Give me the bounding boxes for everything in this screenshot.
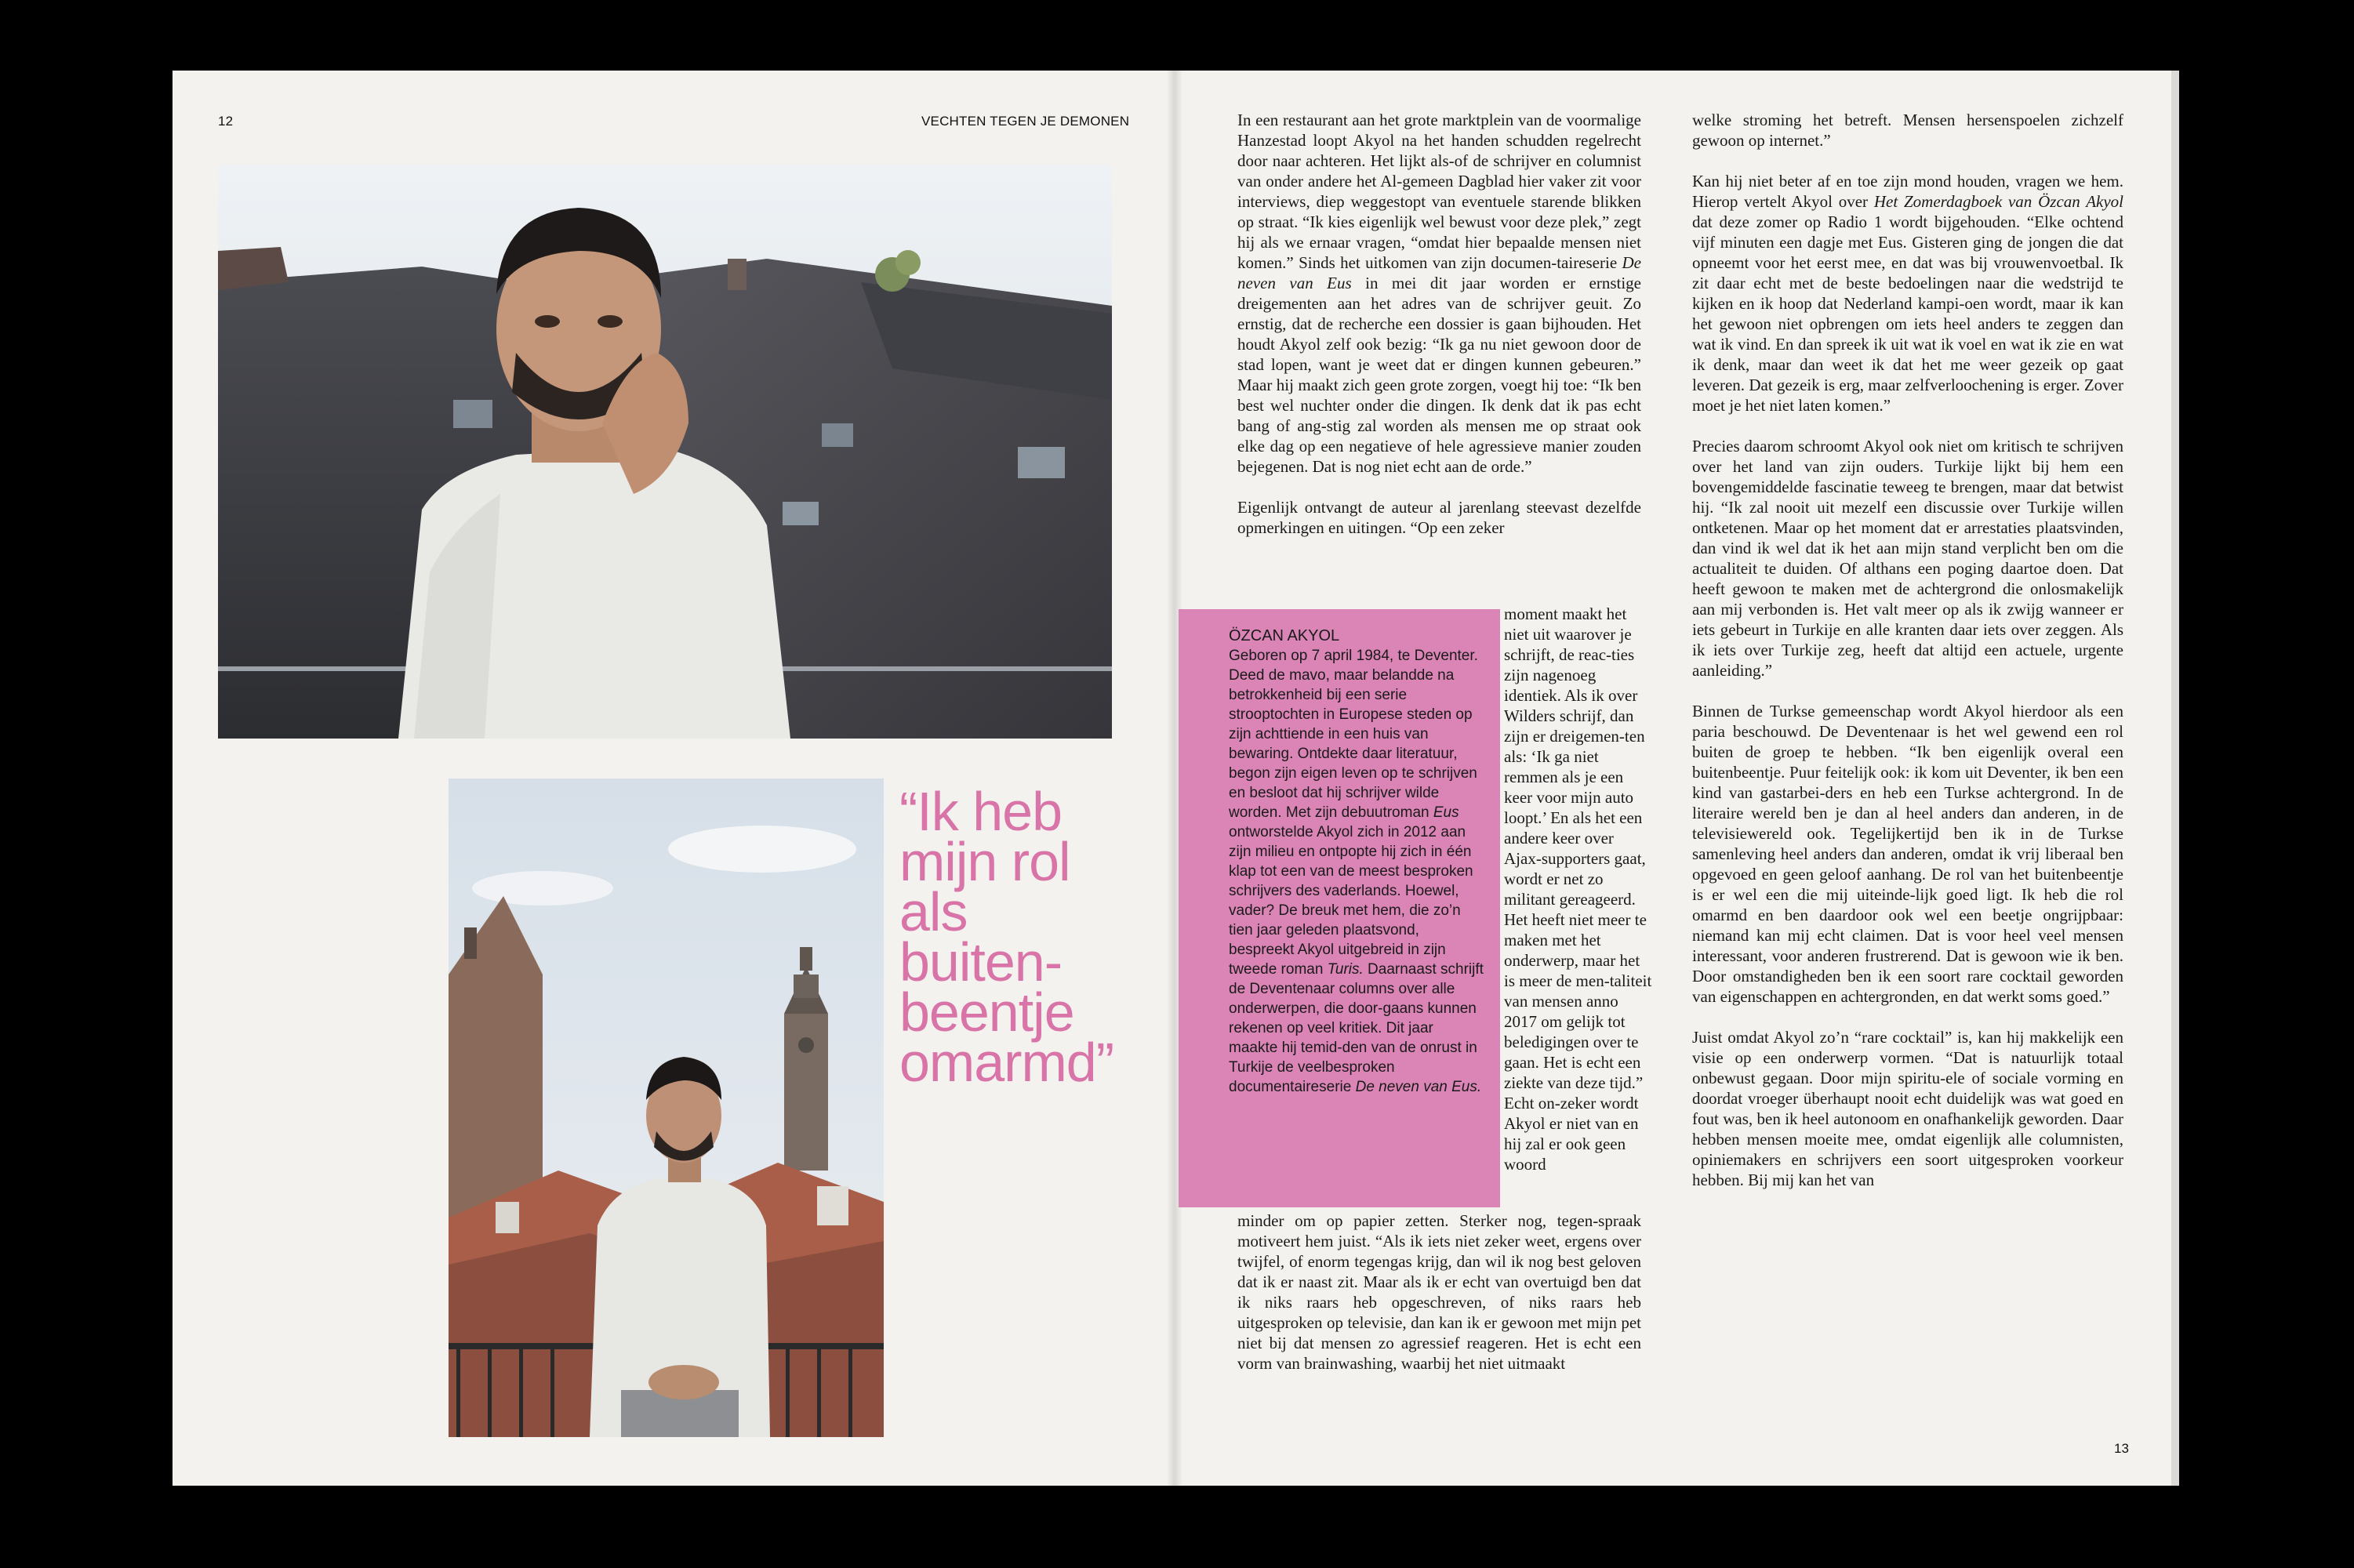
article-column-1-narrow [1504, 604, 1653, 1174]
article-italic-title: De neven van Eus [1237, 253, 1641, 292]
article-column-1 [1237, 110, 1641, 538]
article-paragraph: Precies daarom schroomt Akyol ook niet om kritisch te schrijven over het land van zijn ouders. Turkije lijkt bij hem een bovengemiddelde fascinatie teweeg te brengen, maar dat betwist hij. “Ik zal nooit uit mezelf een discussie over Turkije willen ontketenen. Maar op het moment dat er arrestaties plaatsvinden, dan vind ik wel dat ik het aan mijn stand verplicht ben om die actualiteit te duiden. Of althans een poging daartoe doen. Dat heeft gewoon te maken met de achtergrond die onlosmakelijk aan mij verbonden is. Het valt meer op als ik zwijg wanneer er iets gebeurt in Turkije en alle kranten daar iets over zeggen. Als ik iets over Turkije zeg, heeft dat altijd een actuele, urgente aanleiding.” [1692, 437, 2123, 680]
article-column-1-bottom [1237, 1210, 1641, 1374]
bio-text-part: Daarnaast schrijft de Deventenaar columns over alle onderwerpen, die door-gaans kunnen rekenen op veel kritiek. Dit jaar maakte hij temid-den van de onrust in Turkije de veelbesproken documentaireserie [1229, 961, 1484, 1095]
page-number-right: 13 [2114, 1441, 2129, 1456]
article-column-2 [1692, 110, 2123, 1190]
bio-text [1229, 646, 1486, 1097]
bio-book-title: Turis. [1327, 961, 1364, 978]
page-number-left: 12 [218, 114, 234, 129]
article-paragraph: Eigenlijk ontvangt de auteur al jarenlang steevast dezelfde opmerkingen en uitingen. “Op een zeker [1237, 498, 1641, 537]
article-italic-title: Het Zomerdagboek van Özcan Akyol [1873, 192, 2123, 211]
article-text: in mei dit jaar worden er ernstige dreigementen aan het adres van de schrijver geuit. Zo ernstig, dat de recherche een dossier is gaan bijhouden. Het houdt Akyol zelf ook bezig: “Ik ga nu niet gewoon door de stad lopen, want je weet dat er dingen kunnen gebeuren.” Maar hij maakt zich geen grote zorgen, voegt hij toe: “Ik ben best wel nuchter onder die dingen. Ik denk dat ik pas echt bang of ang-stig zal worden als mensen me op straat ook elke dag op een negatieve of hele agressieve manier zouden bejegenen. Dat is nog niet echt aan de orde.” [1237, 274, 1641, 476]
article-paragraph [1692, 171, 2123, 416]
portrait-photo-church-tower [449, 779, 884, 1437]
article-paragraph: Juist omdat Akyol zo’n “rare cocktail” is, kan hij makkelijk een visie op een onderwerp vormen. “Dat is natuurlijk totaal onbewust gegaan. Door mijn spiritu-ele of sociale vorming en doordat vroeger überhaupt nooit echt duidelijk was wat goed en fout was, ben ik heel autonoom en onafhankelijk geworden. Daar hebben mensen moeite mee, omdat eigenlijk alle columnisten, opiniemakers en schrijvers een soort uitgesproken voorkeur hebben. Bij mij kan het van [1692, 1028, 2123, 1189]
article-paragraph: moment maakt het niet uit waarover je schrijft, de reac-ties zijn nagenoeg identiek. Als ik over Wilders schrijf, dan zijn er dreigemen-ten als: ‘Ik ga niet remmen als je een keer voor mijn auto loopt.’ En als het een andere keer over Ajax-supporters gaat, wordt er net zo militant gereageerd. Het heeft niet meer te maken met het onderwerp, maar het is meer de men-taliteit van mensen anno 2017 om gelijk tot beledigingen over te gaan. Het is echt een ziekte van deze tijd.” Echt on-zeker wordt Akyol er niet van en hij zal er ook geen woord [1504, 604, 1652, 1174]
article-paragraph: Binnen de Turkse gemeenschap wordt Akyol hierdoor als een paria beschouwd. De Deventenaar is het wel gewend een rol buiten de groep te hebben. “Ik ben eigenlijk overal een buitenbeentje. Puur feitelijk ook: ik kom uit Deventer, ik ben een kind van gastarbei-ders en heb een Turkse achtergrond. In de literaire wereld ben je dan al heel anders dan anderen, in de televisiewereld ook. Tegelijkertijd ben ik in de Turkse samenleving heel anders dan anderen, omdat ik vrij liberaal ben opgevoed en geen geloof aanhang. De rol van het buitenbeentje is er wel een die mij uiteinde-lijk goed ligt. Ik heb die rol omarmd en ben daardoor ook wel een beetje ongrijpbaar: niemand kan mij echt claimen. Dat is voor heel veel mensen interessant, voor anderen frustrerend. Dat is gewoon wie ik ben. Door omstandigheden ben ik een soort rare cocktail geworden van eigenschappen en achtergronden, en dat werkt soms goed.” [1692, 702, 2123, 1006]
bio-sidebar [1179, 609, 1500, 1207]
article-paragraph [1237, 110, 1641, 477]
article-paragraph: minder om op papier zetten. Sterker nog, tegen-spraak motiveert hem juist. “Als ik iets niet zeker weet, ergens over twijfel, of enorm tegengas krijg, dan wil ik nog best geloven dat ik er naast zit. Maar als ik er echt van overtuigd ben dat ik niks raars heb opgeschreven, of niks raars heb uitgesproken op televisie, dan kan ik er gewoon met mijn pet niet bij dat mensen zo agressief reageren. Het is echt een vorm van brainwashing, waarbij het niet uitmaakt [1237, 1211, 1641, 1373]
article-text: In een restaurant aan het grote marktplein van de voormalige Hanzestad loopt Akyol na het handen schudden regelrecht door naar achteren. Het lijkt als-of de schrijver en columnist van onder andere het Al-gemeen Dagblad hier vaker zit voor interviews, diep weggestopt van eventuele starende blikken op straat. “Ik kies eigenlijk wel bewust voor deze plek,” zegt hij als we ernaar vragen, “omdat hier bepaalde mensen niet komen.” Sinds het uitkomen van zijn documen-taireserie [1237, 111, 1641, 272]
portrait-photo-rooftop [218, 165, 1112, 739]
bio-text-part: Geboren op 7 april 1984, te Deventer. Deed de mavo, maar belandde na betrokkenheid bij een serie strooptochten in Europese steden op zijn achttiende in een huis van bewaring. Ontdekte daar literatuur, begon zijn eigen leven op te schrijven en besloot dat hij schrijver wilde worden. Met zijn debuutroman [1229, 648, 1478, 821]
bio-title: ÖZCAN AKYOL [1229, 627, 1340, 644]
page-edge [2171, 71, 2179, 1486]
bio-book-title: De neven van Eus. [1355, 1079, 1482, 1095]
article-paragraph: welke stroming het betreft. Mensen hersenspoelen zichzelf gewoon op internet.” [1692, 111, 2123, 150]
bio-book-title: Eus [1433, 804, 1459, 821]
bio-text-part: ontworstelde Akyol zich in 2012 aan zijn milieu en ontpopte hij zich in één klap tot een van de meest besproken schrijvers des vaderlands. Hoewel, vader? De breuk met hem, die zo’n tien jaar geleden plaatsvond, bespreekt Akyol uitgebreid in zijn tweede roman [1229, 824, 1473, 978]
article-text: Kan hij niet beter af en toe zijn mond houden, vragen we hem. Hierop vertelt Akyol over [1692, 172, 2123, 211]
running-header: VECHTEN TEGEN JE DEMONEN [921, 114, 1130, 129]
article-text: dat deze zomer op Radio 1 wordt bijgehouden. “Elke ochtend vijf minuten een dagje met Eus. Gisteren ging de jongen die dat opneemt voor het eerst mee, en dat was bij vrouwenvoetbal. Ik zit daar echt met de beste bedoelingen naar die wedstrijd te kijken en ik hoop dat Nederland kampi-oen wordt, maar ik kan het gewoon niet opbrengen om iets heel anders te zeggen dan wat ik vind. En dan spreek ik uit wat ik voel en wat ik zie en wat ik denk, maar dan weet ik dat het me weer gezeik op gaat leveren. Dat gezeik is erg, maar zelfverloochening is erger. Zover moet je het niet laten komen.” [1692, 212, 2123, 415]
pull-quote: “Ik heb mijn rol als buiten-beentje omarmd” [899, 781, 1114, 1093]
